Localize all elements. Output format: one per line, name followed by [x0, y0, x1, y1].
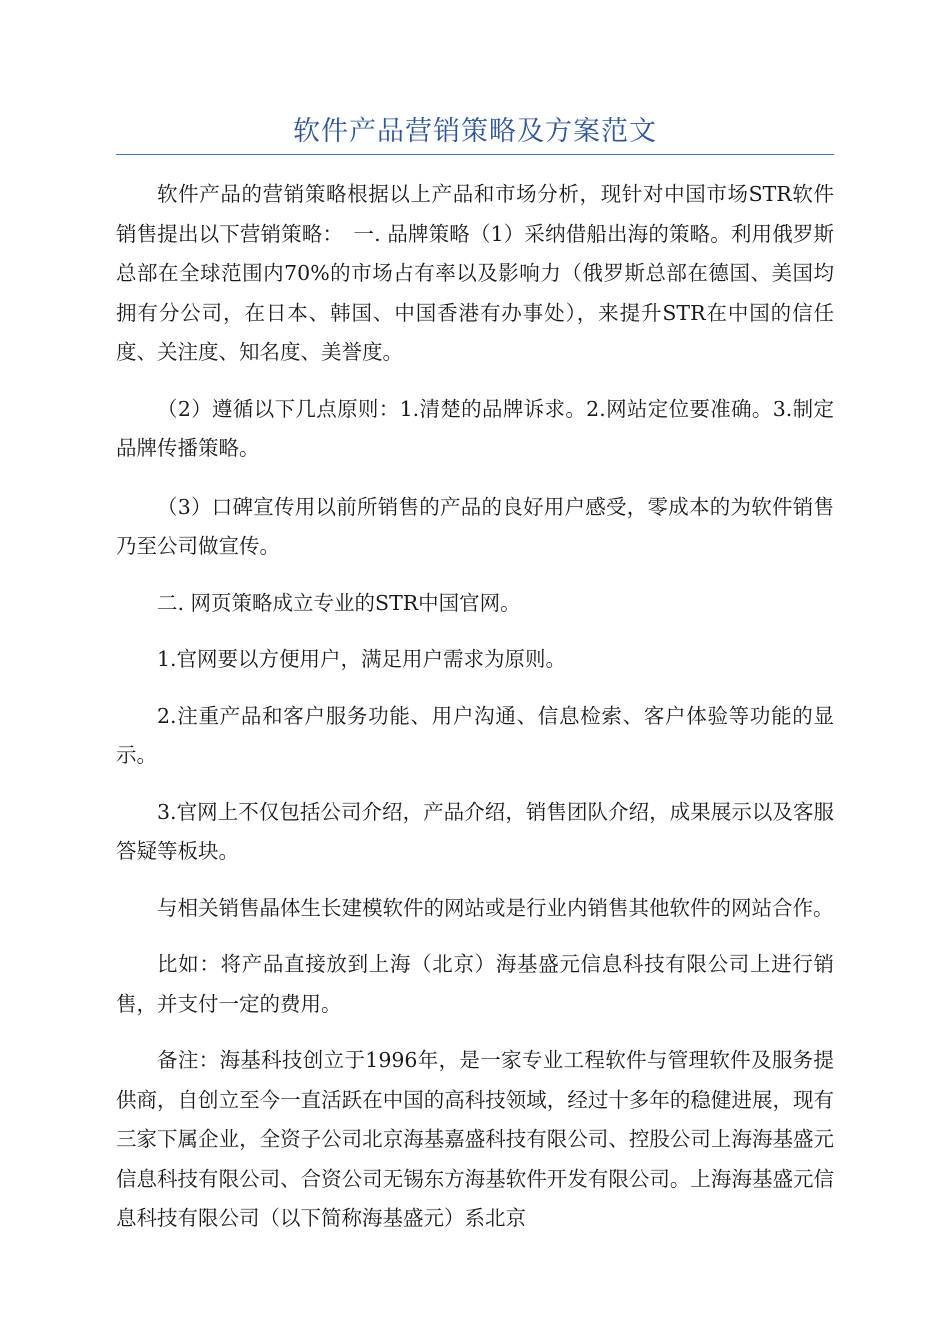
document-title: 软件产品营销策略及方案范文 [293, 116, 657, 147]
paragraph-word-of-mouth: （3）口碑宣传用以前所销售的产品的良好用户感受，零成本的为软件销售乃至公司做宣传。 [116, 494, 834, 558]
title-underline [116, 154, 834, 155]
paragraph-cooperation: 与相关销售晶体生长建模软件的网站或是行业内销售其他软件的网站合作。 [157, 895, 834, 920]
paragraph-item-3: 3.官网上不仅包括公司介绍，产品介绍，销售团队介绍，成果展示以及客服答疑等板块。 [116, 799, 834, 863]
document-body [116, 175, 834, 1256]
paragraph-item-1: 1.官网要以方便用户，满足用户需求为原则。 [157, 647, 567, 671]
paragraph-item-2: 2.注重产品和客户服务功能、用户沟通、信息检索、客户体验等功能的显示。 [116, 703, 834, 767]
paragraph-web-strategy: 二. 网页策略成立专业的STR中国官网。 [157, 590, 521, 615]
paragraph-example: 比如：将产品直接放到上海（北京）海基盛元信息科技有限公司上进行销售，并支付一定的费用。 [116, 952, 834, 1016]
paragraph-note: 备注：海基科技创立于1996年，是一家专业工程软件与管理软件及服务提供商，自创立至今一直活跃在中国的高科技领域，经过十多年的稳健进展，现有三家下属企业，全资子公司北京海基嘉盛科技有限公司、控股公司上海海基盛元信息科技有限公司、合资公司无锡东方海基软件开发有限公司。上海海基盛元信息科技有限公司（以下简称海基盛元）系北京 [116, 1048, 834, 1230]
paragraph-principles: （2）遵循以下几点原则：1.清楚的品牌诉求。2.网站定位要准确。3.制定品牌传播策略。 [116, 396, 834, 460]
paragraph-brand-strategy: 软件产品的营销策略根据以上产品和市场分析，现针对中国市场STR软件销售提出以下营销策略： 一. 品牌策略（1）采纳借船出海的策略。利用俄罗斯总部在全球范围内70%的市场占有率以及影响力（俄罗斯总部在德国、美国均拥有分公司，在日本、韩国、中国香港有办事处），来提升STR在中国的信任度、关注度、知名度、美誉度。 [116, 182, 834, 364]
